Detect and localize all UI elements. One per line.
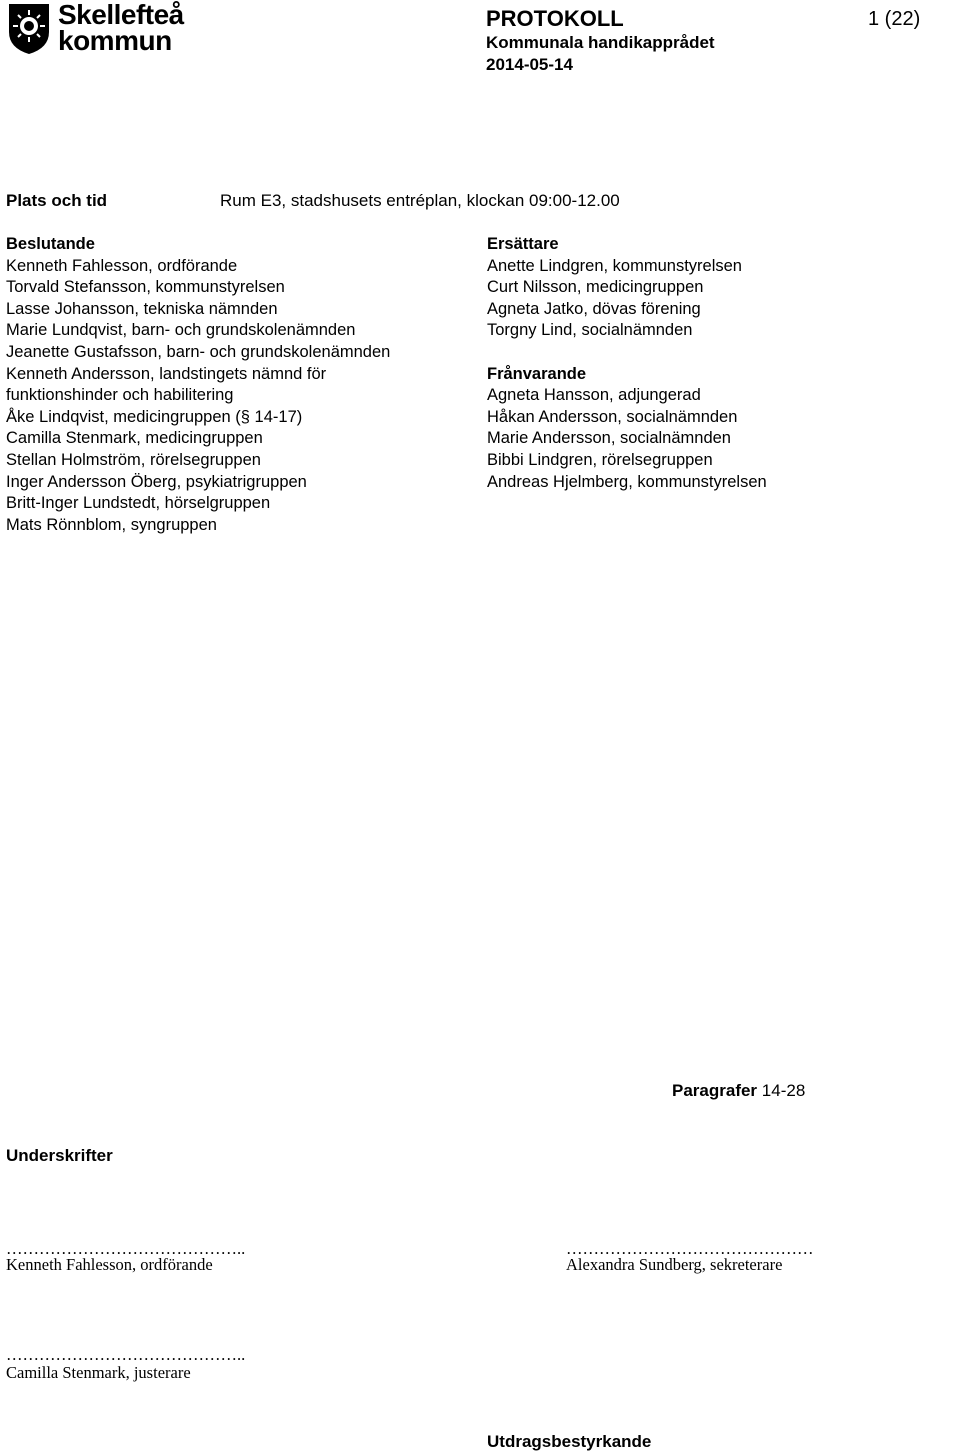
page-number: 1 (22) — [868, 8, 921, 30]
signatures-heading: Underskrifter — [6, 1146, 113, 1165]
list-item: Lasse Johansson, tekniska nämnden — [6, 299, 278, 318]
footer-label: Utdragsbestyrkande — [487, 1432, 652, 1451]
list-item: Torgny Lind, socialnämnden — [487, 321, 693, 340]
list-item: Andreas Hjelmberg, kommunstyrelsen — [487, 472, 767, 491]
list-item: Jeanette Gustafsson, barn- och grundskolenämnden — [6, 342, 391, 361]
signature-line-3: …………………………………….. — [6, 1345, 246, 1364]
list-item: Kenneth Fahlesson, ordförande — [6, 256, 238, 275]
spacer — [487, 342, 947, 364]
meeting-date: 2014-05-14 — [486, 55, 573, 74]
list-item: Åke Lindqvist, medicingruppen (§ 14-17) — [6, 407, 303, 426]
beslutande-section — [6, 234, 456, 536]
list-item: Britt-Inger Lundstedt, hörselgruppen — [6, 494, 271, 513]
ersattare-franvarande-section — [487, 234, 947, 493]
logo-wordmark — [58, 2, 184, 54]
paragrafer-label: Paragrafer — [672, 1081, 758, 1100]
logo-line-2: kommun — [58, 25, 172, 56]
document-title: PROTOKOLL — [486, 6, 624, 31]
signature-name-3: Camilla Stenmark, justerare — [6, 1363, 191, 1382]
list-item: Agneta Jatko, dövas förening — [487, 299, 701, 318]
place-label: Plats och tid — [6, 191, 108, 210]
list-item: Stellan Holmström, rörelsegruppen — [6, 450, 261, 469]
list-item: Mats Rönnblom, syngruppen — [6, 515, 217, 534]
list-item: Inger Andersson Öberg, psykiatrigruppen — [6, 472, 307, 491]
signature-name-2: Alexandra Sundberg, sekreterare — [566, 1255, 783, 1274]
signature-name-1: Kenneth Fahlesson, ordförande — [6, 1255, 213, 1274]
logo-line-1: Skellefteå — [58, 0, 184, 30]
list-item: Håkan Andersson, socialnämnden — [487, 407, 738, 426]
signature-line-2: ……………………………………… — [566, 1239, 814, 1258]
municipality-logo — [6, 2, 196, 58]
beslutande-heading: Beslutande — [6, 235, 95, 253]
list-item: Torvald Stefansson, kommunstyrelsen — [6, 278, 285, 297]
list-item: Agneta Hansson, adjungerad — [487, 386, 701, 405]
committee-name: Kommunala handikapprådet — [486, 33, 715, 52]
list-item: Bibbi Lindgren, rörelsegruppen — [487, 450, 713, 469]
paragrafer-line — [672, 1081, 805, 1101]
list-item: Marie Andersson, socialnämnden — [487, 429, 731, 448]
paragrafer-value: 14-28 — [761, 1081, 806, 1100]
signature-line-1: …………………………………….. — [6, 1239, 246, 1258]
list-item: Marie Lundqvist, barn- och grundskolenämnden — [6, 321, 356, 340]
place-value: Rum E3, stadshusets entréplan, klockan 09:00-12.00 — [220, 191, 620, 210]
coat-of-arms-icon — [6, 2, 52, 56]
list-item: Curt Nilsson, medicingruppen — [487, 278, 704, 297]
franvarande-heading: Frånvarande — [487, 364, 587, 383]
ersattare-heading: Ersättare — [487, 235, 559, 253]
list-item: Kenneth Andersson, landstingets nämnd för — [6, 364, 327, 383]
list-item: funktionshinder och habilitering — [6, 386, 234, 405]
list-item: Anette Lindgren, kommunstyrelsen — [487, 256, 742, 275]
list-item: Camilla Stenmark, medicingruppen — [6, 429, 263, 448]
